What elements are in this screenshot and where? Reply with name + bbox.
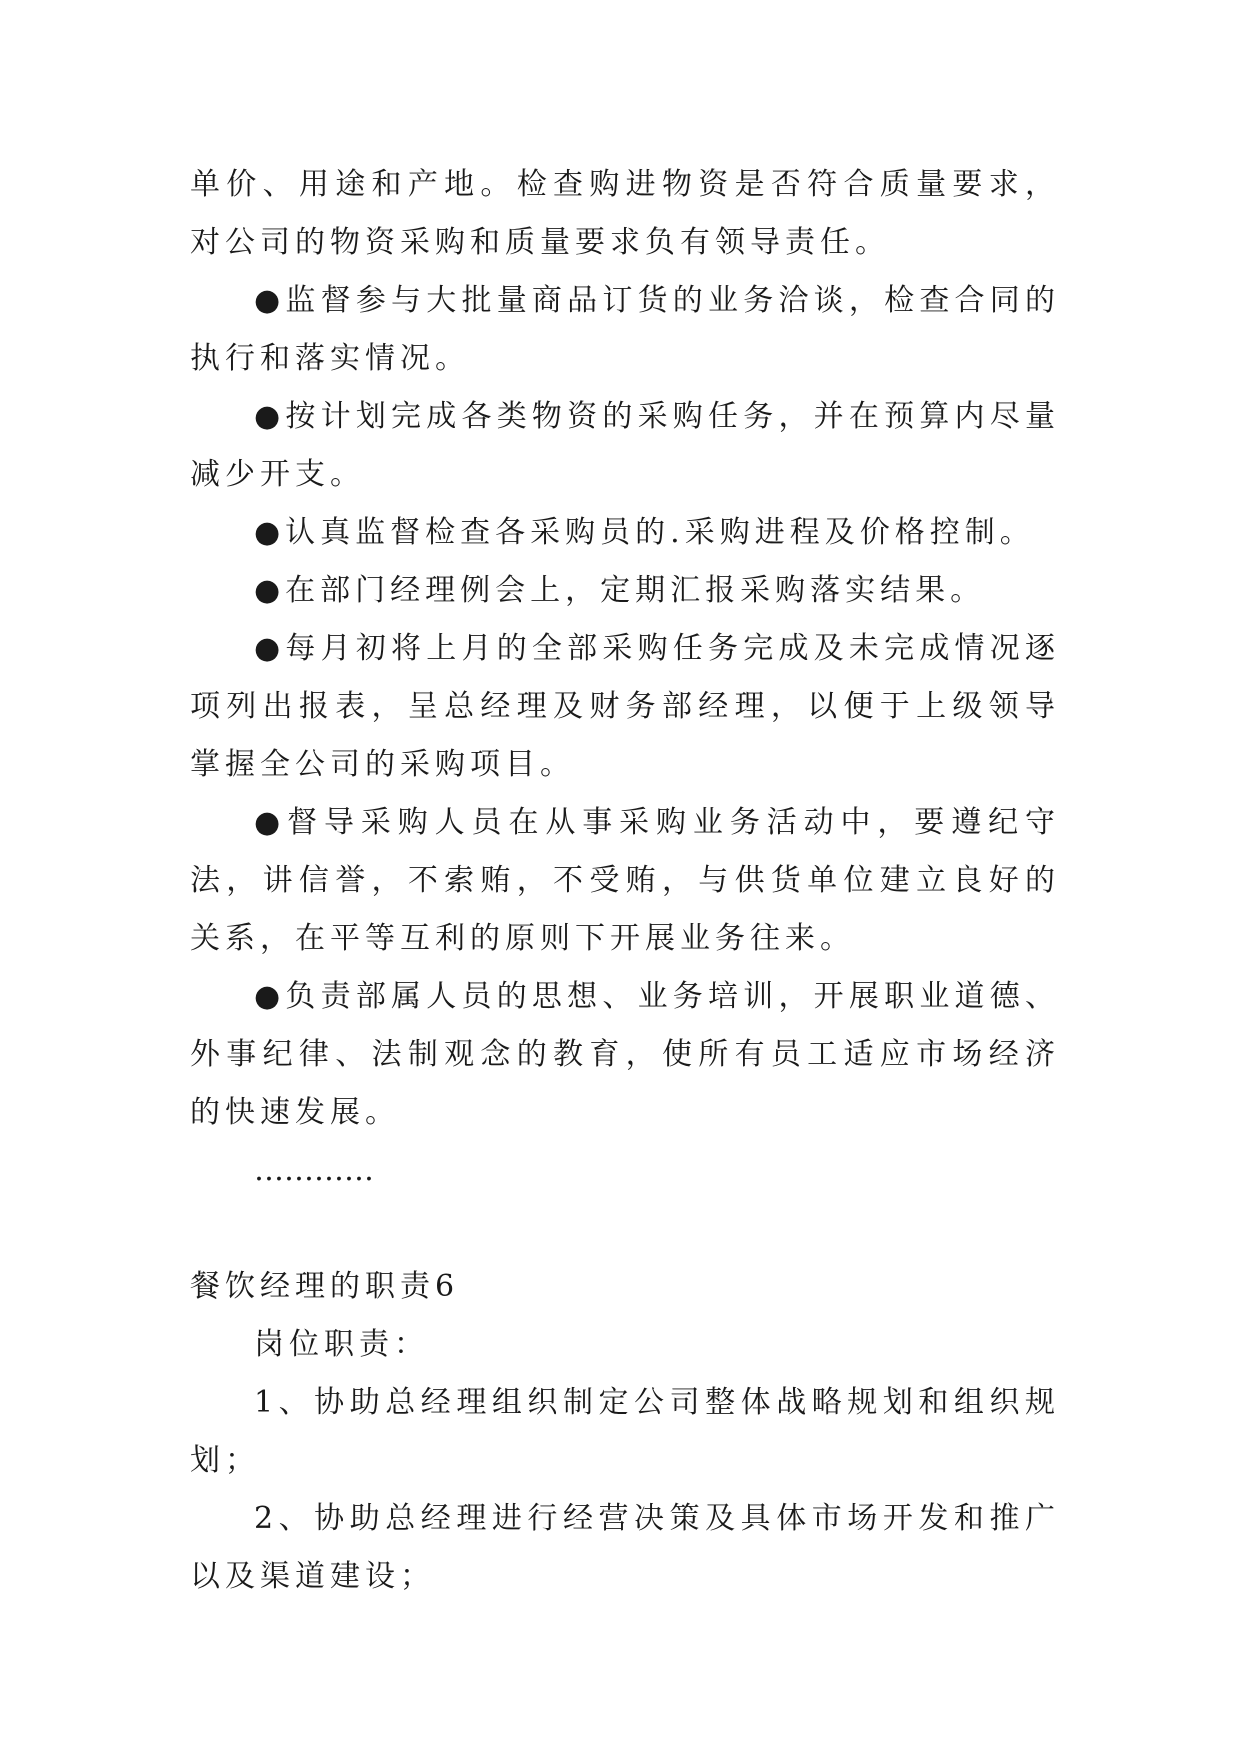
- bullet-item: ●按计划完成各类物资的采购任务，并在预算内尽量减少开支。: [190, 399, 1060, 492]
- bullet-item: ●每月初将上月的全部采购任务完成及未完成情况逐项列出报表，呈总经理及财务部经理，以便于上级领导掌握全公司的采购项目。: [190, 631, 1060, 782]
- bullet-item: ●监督参与大批量商品订货的业务洽谈，检查合同的执行和落实情况。: [190, 283, 1060, 376]
- duties-heading: 岗位职责：: [254, 1327, 429, 1362]
- bullet-item: ●认真监督检查各采购员的.采购进程及价格控制。: [254, 515, 1035, 550]
- paragraph-gap: [190, 1200, 1060, 1258]
- bullet-item: ●督导采购人员在从事采购业务活动中，要遵纪守法，讲信誉，不索贿，不受贿，与供货单位建立良好的关系，在平等互利的原则下开展业务往来。: [190, 805, 1060, 956]
- duty-item: 2、协助总经理进行经营决策及具体市场开发和推广以及渠道建设；: [190, 1501, 1060, 1594]
- document-body: [190, 156, 1060, 1606]
- bullet-item: ●在部门经理例会上，定期汇报采购落实结果。: [254, 573, 986, 608]
- duty-item: 1、协助总经理组织制定公司整体战略规划和组织规划；: [190, 1385, 1060, 1478]
- section-title: 餐饮经理的职责6: [190, 1269, 460, 1304]
- bullet-item: ●负责部属人员的思想、业务培训，开展职业道德、外事纪律、法制观念的教育，使所有员工适应市场经济的快速发展。: [190, 979, 1060, 1130]
- ellipsis-line: …………: [254, 1153, 374, 1188]
- paragraph-continuation: 单价、用途和产地。检查购进物资是否符合质量要求，对公司的物资采购和质量要求负有领导责任。: [190, 167, 1060, 260]
